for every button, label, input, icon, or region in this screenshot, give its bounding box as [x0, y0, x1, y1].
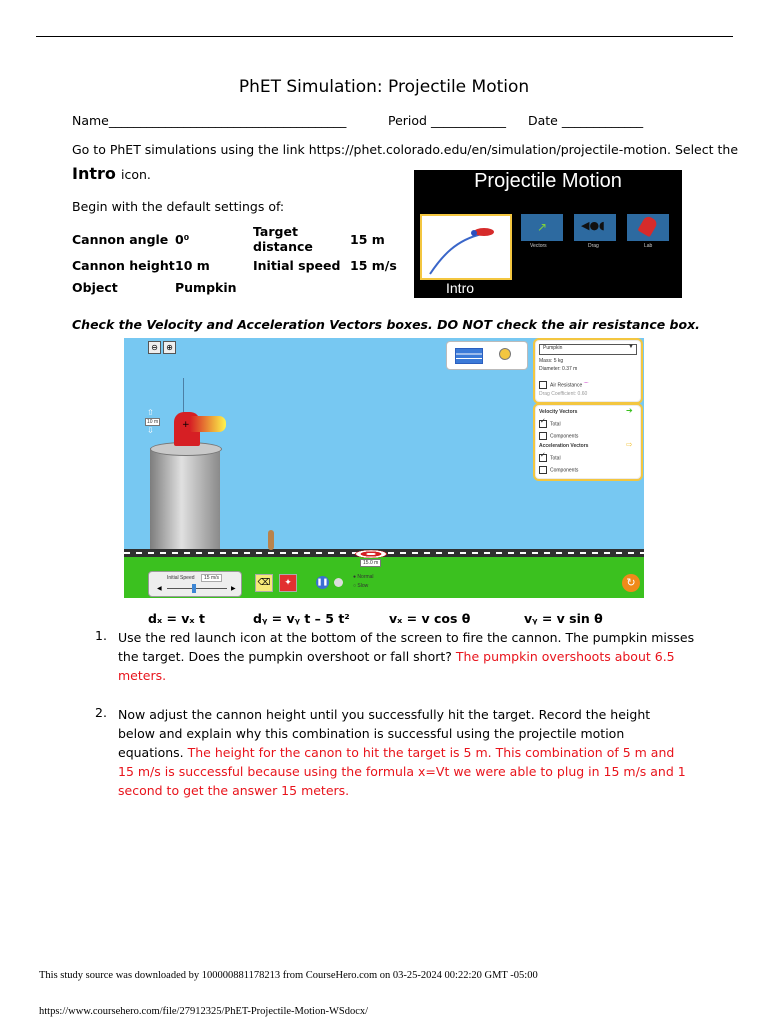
- initial-speed-control: [148, 571, 242, 597]
- icon-word: icon.: [120, 167, 151, 182]
- settings-row: [72, 254, 397, 277]
- checkbox[interactable]: [539, 381, 547, 389]
- object-select[interactable]: [539, 344, 637, 355]
- tape-measure-icon[interactable]: [499, 348, 511, 360]
- velocity-arrow-icon: ➔: [626, 406, 633, 415]
- setting-value: [350, 277, 397, 300]
- acceleration-total-label: Total: [550, 455, 561, 462]
- question-1: [118, 628, 718, 685]
- question-text: Use the red launch icon at the bottom of the screen to fire the cannon. The pumpkin misses the target. Does the pumpkin overshoot or fall short?: [118, 630, 695, 664]
- vectors-panel: [535, 405, 641, 479]
- acceleration-arrow-icon: ⇨: [626, 440, 633, 449]
- zoom-in-icon[interactable]: ⊕: [163, 341, 176, 354]
- reset-all-icon[interactable]: ↻: [622, 574, 640, 592]
- page-title: PhET Simulation: Projectile Motion: [238, 77, 530, 97]
- period-field: [388, 113, 506, 128]
- cannon-icon: [637, 215, 658, 238]
- intro-screen-heading: Projectile Motion: [474, 170, 622, 192]
- settings-row: [72, 224, 397, 254]
- checkbox[interactable]: [539, 432, 547, 440]
- speed-normal-label: Normal: [357, 574, 374, 580]
- fire-button[interactable]: ✦: [279, 574, 297, 592]
- intro-tile[interactable]: [420, 214, 512, 280]
- setting-label: Target distance: [253, 224, 313, 254]
- acceleration-total-checkbox[interactable]: [539, 454, 561, 462]
- date-blank: _____________: [561, 113, 644, 128]
- eraser-button[interactable]: ⌫: [255, 574, 273, 592]
- equation-vy: vᵧ = v sin θ: [524, 611, 603, 626]
- answer-text: The pumpkin overshoots about 6.5 meters.: [118, 649, 675, 683]
- simulation-screenshot: [124, 338, 644, 598]
- defaults-line: Begin with the default settings of:: [72, 199, 285, 214]
- period-label: Period: [388, 113, 427, 128]
- question-text: Now adjust the cannon height until you successfully hit the target. Record the height below and explain why this combination is successful using the projectile motion equations.: [118, 707, 651, 760]
- vectors-icon: ↗: [537, 220, 548, 234]
- intro-icon-line: [72, 164, 151, 183]
- setting-value: 10 m: [175, 257, 210, 273]
- question-2: [118, 705, 688, 800]
- name-field: [72, 113, 346, 128]
- drag-tile-label: Drag: [588, 243, 599, 249]
- intro-line: Go to PhET simulations using the link https://phet.colorado.edu/en/simulation/projectile-motion. Select the: [72, 142, 739, 157]
- vectors-tile[interactable]: [521, 214, 563, 241]
- speed-slow-option[interactable]: ○ Slow: [353, 583, 369, 589]
- setting-value: 0⁰: [175, 231, 190, 247]
- drag-tile[interactable]: [574, 214, 616, 241]
- air-resistance-icon: ⌒: [583, 382, 589, 389]
- answer-text: The height for the canon to hit the target is 5 m. This combination of 5 m and 15 m/s is successful because using the formula x=Vt we were able to plug in 15 m/s and 1 second to get the answer 15 meters.: [118, 745, 686, 798]
- intro-tile-label: Intro: [446, 280, 475, 296]
- lab-tile-label: Lab: [644, 243, 653, 249]
- velocity-components-checkbox[interactable]: [539, 432, 578, 440]
- stopwatch-tool-icon[interactable]: [455, 348, 483, 364]
- velocity-total-label: Total: [550, 421, 561, 428]
- name-label: Name: [72, 113, 109, 128]
- velocity-total-checkbox[interactable]: [539, 420, 561, 428]
- speed-normal-option[interactable]: ● Normal: [353, 574, 374, 580]
- period-blank: ____________: [430, 113, 506, 128]
- instruction-line: Check the Velocity and Acceleration Vectors boxes. DO NOT check the air resistance box.: [72, 317, 700, 332]
- name-blank: ______________________________________: [108, 113, 347, 128]
- mass-text: Mass: 5 kg: [539, 358, 564, 364]
- setting-value: 15 m: [350, 231, 385, 247]
- setting-label: Initial speed: [253, 257, 341, 273]
- target[interactable]: [355, 550, 387, 558]
- default-settings-table: [72, 224, 397, 299]
- speed-slider-track[interactable]: [167, 588, 227, 589]
- phet-intro-screenshot: [414, 170, 682, 298]
- crosshair-icon: +: [182, 420, 190, 430]
- settings-row: [72, 277, 397, 300]
- object-panel: [535, 340, 641, 402]
- source-url[interactable]: https://www.coursehero.com/file/27912325/PhET-Projectile-Motion-WSdocx/: [39, 1006, 369, 1017]
- velocity-components-label: Components: [550, 433, 579, 440]
- cannon-platform: [150, 448, 220, 560]
- checkbox[interactable]: [539, 454, 547, 462]
- diameter-text: Diameter: 0.37 m: [539, 366, 578, 372]
- vectors-tile-label: Vectors: [530, 243, 547, 249]
- increment-arrow-icon[interactable]: ▶: [231, 585, 236, 592]
- download-notice: This study source was downloaded by 100000881178213 from CourseHero.com on 03-25-2024 00:22:20 GMT -05:00: [39, 970, 538, 981]
- speed-slow-label: Slow: [357, 583, 369, 589]
- setting-label: Cannon angle: [72, 231, 169, 247]
- question-number: 2.: [95, 705, 107, 720]
- setting-label: Cannon height: [72, 257, 175, 273]
- step-button[interactable]: [334, 578, 343, 587]
- intro-tile-art: [422, 216, 510, 278]
- equation-vx: vₓ = v cos θ: [389, 611, 471, 626]
- setting-label: Object: [72, 280, 118, 296]
- question-number: 1.: [95, 628, 107, 643]
- date-field: [528, 113, 643, 128]
- setting-label: [253, 277, 350, 300]
- checkbox[interactable]: [539, 420, 547, 428]
- object-select-value: Pumpkin: [543, 345, 563, 351]
- lab-tile[interactable]: [627, 214, 669, 241]
- chevron-down-icon: ▼: [628, 344, 634, 350]
- equation-dy: dᵧ = vᵧ t – 5 t²: [253, 611, 350, 626]
- cannon-barrel[interactable]: [190, 416, 226, 432]
- air-resistance-checkbox[interactable]: [539, 381, 589, 389]
- decrement-arrow-icon[interactable]: ◀: [157, 585, 162, 592]
- drag-coefficient-text: Drag Coefficient: 0.60: [539, 391, 588, 397]
- initial-speed-value: 15 m/s: [201, 574, 222, 582]
- acceleration-components-label: Components: [550, 467, 579, 474]
- setting-value: 15 m/s: [350, 257, 397, 273]
- tools-box: [446, 341, 528, 370]
- checkbox[interactable]: [539, 466, 547, 474]
- top-rule: [36, 36, 733, 37]
- setting-value: Pumpkin: [175, 280, 237, 296]
- initial-speed-label: Initial Speed: [167, 575, 195, 581]
- height-down-arrow-icon[interactable]: ⇩: [147, 426, 154, 435]
- person-figure: [268, 530, 274, 550]
- date-label: Date: [528, 113, 558, 128]
- speed-slider-thumb[interactable]: [192, 584, 196, 593]
- acceleration-components-checkbox[interactable]: [539, 466, 578, 474]
- air-resistance-label: Air Resistance: [550, 382, 583, 389]
- velocity-vectors-heading: Velocity Vectors: [539, 409, 578, 415]
- zoom-out-icon[interactable]: ⊖: [148, 341, 161, 354]
- height-up-arrow-icon[interactable]: ⇧: [147, 408, 154, 417]
- pause-button[interactable]: ❚❚: [316, 576, 329, 589]
- target-distance-label: 15.0 m: [360, 559, 381, 567]
- height-readout: 10 m: [147, 419, 159, 425]
- acceleration-vectors-heading: Acceleration Vectors: [539, 443, 589, 449]
- drag-icon: ◀●◖: [581, 219, 605, 232]
- equation-dx: dₓ = vₓ t: [148, 611, 205, 626]
- intro-word: Intro: [72, 164, 116, 183]
